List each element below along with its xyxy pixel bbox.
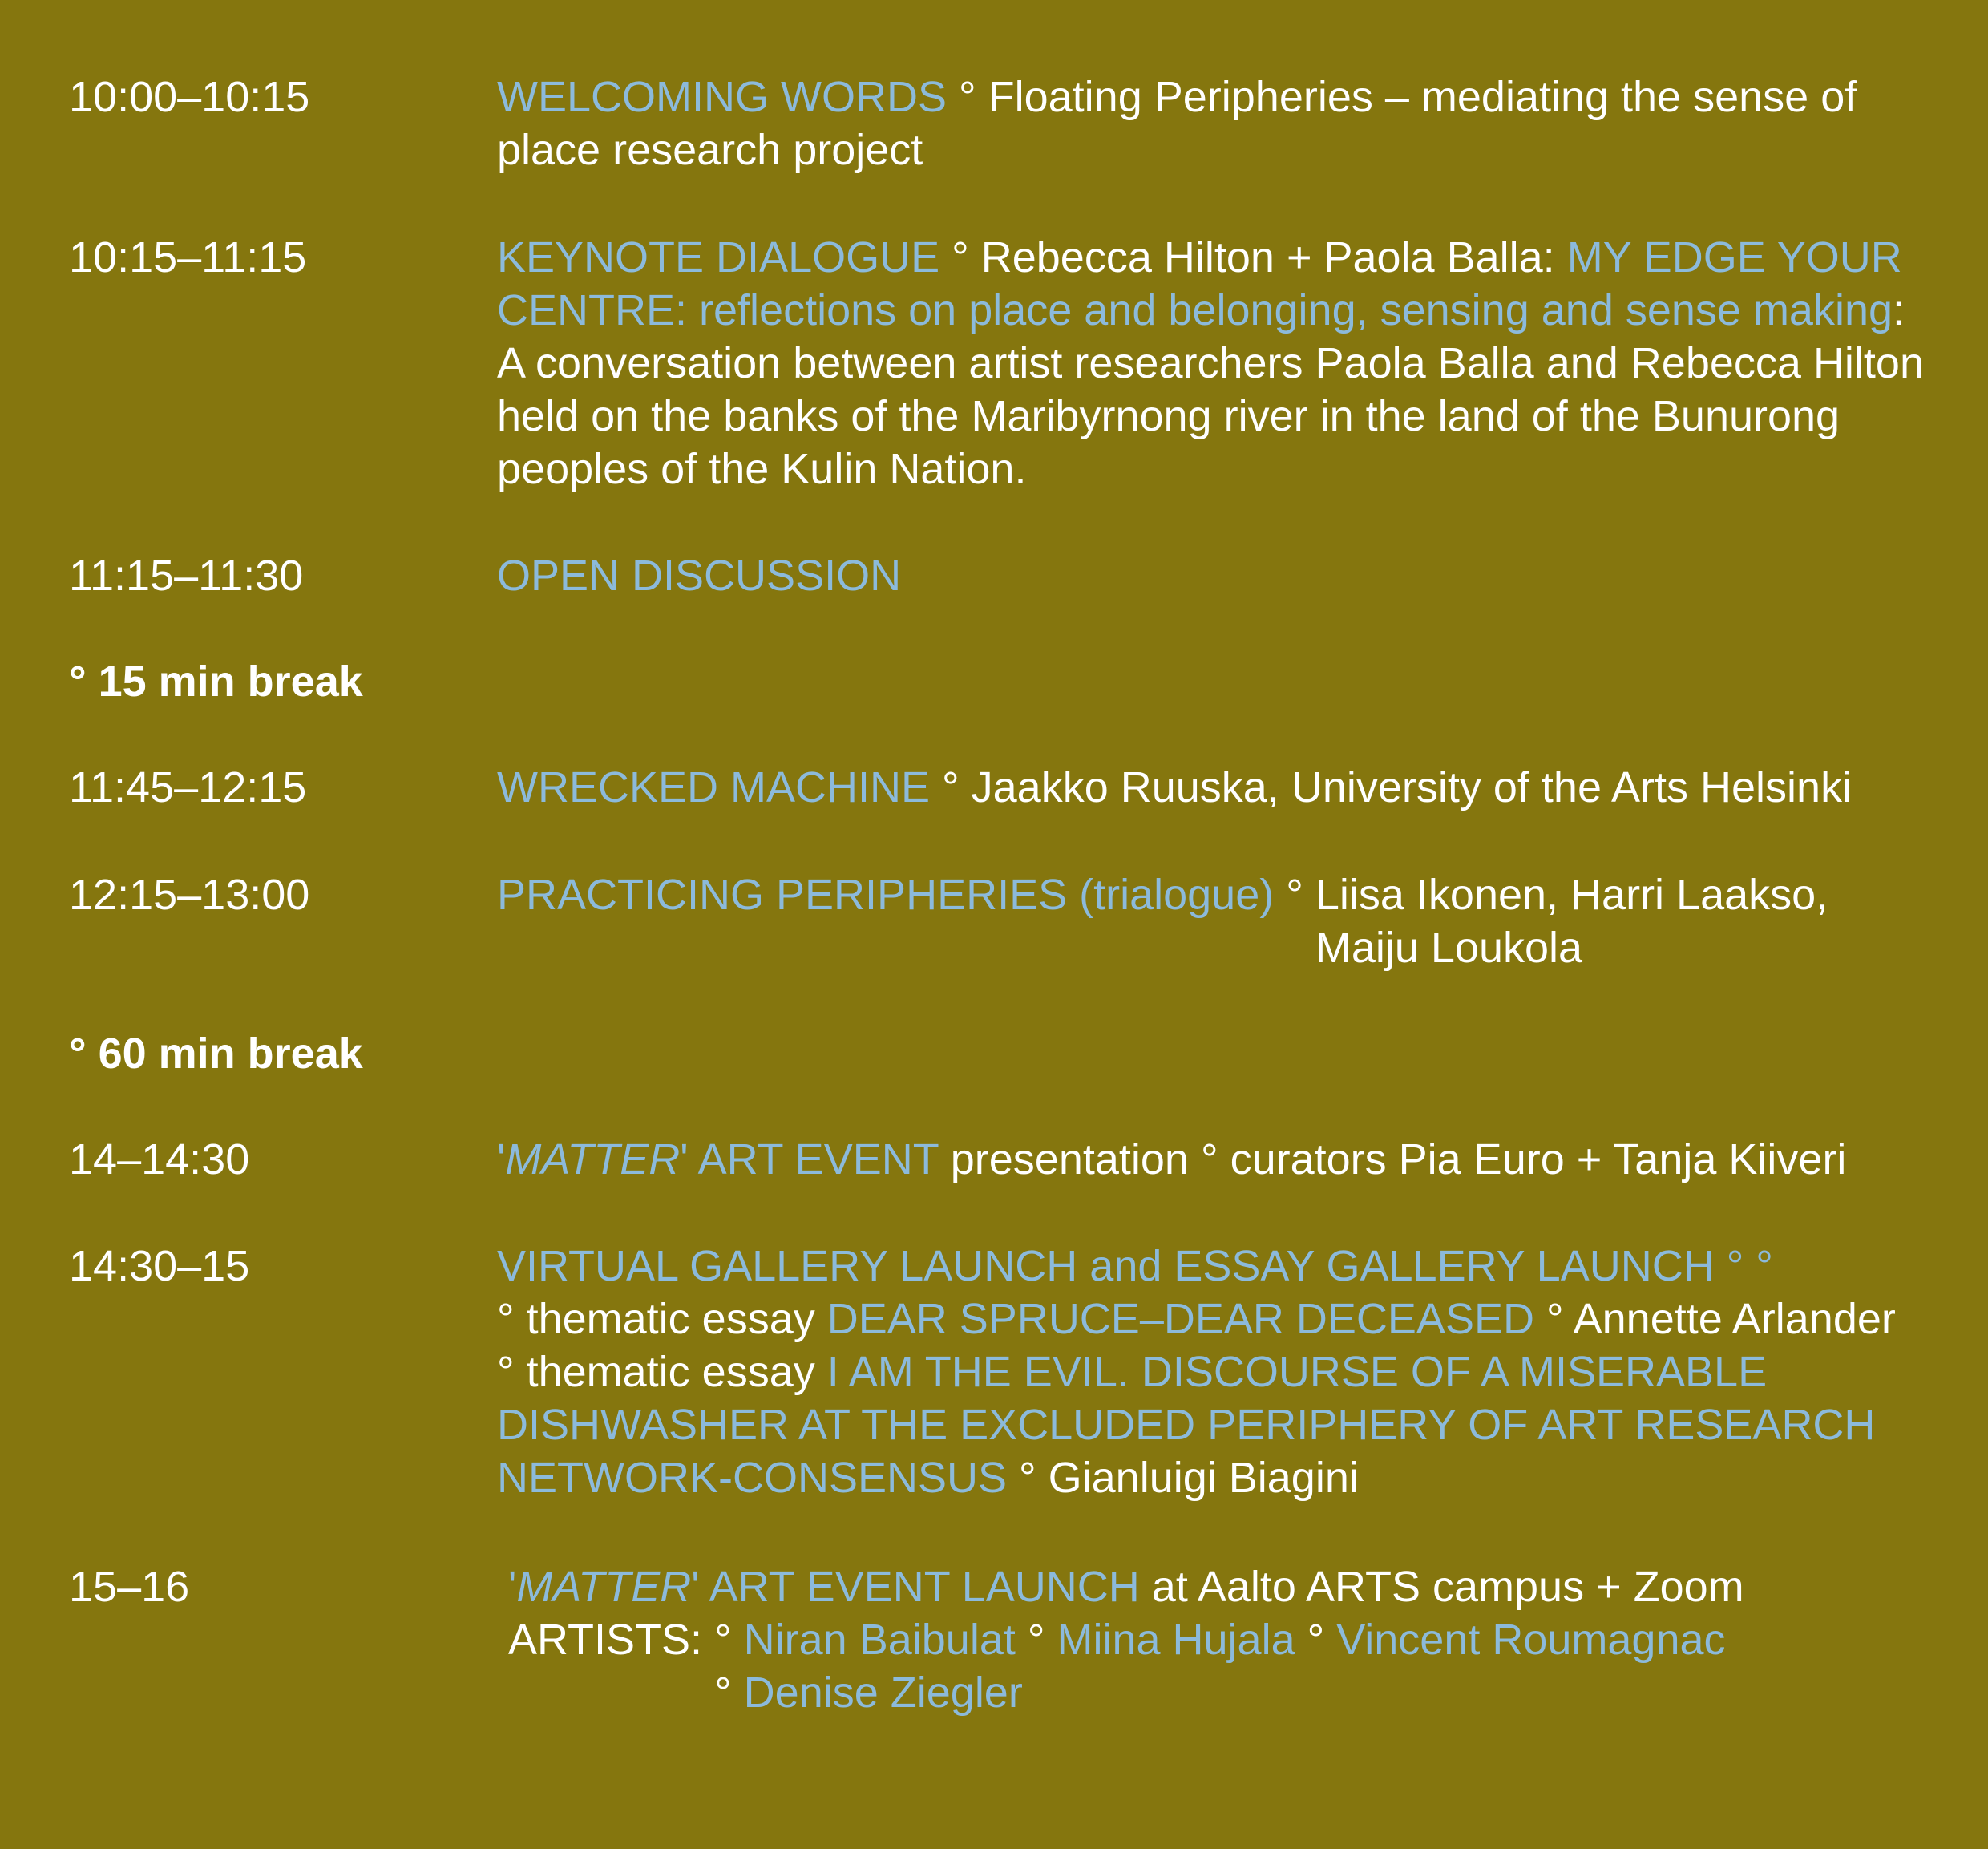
session-title: KEYNOTE DIALOGUE (497, 233, 940, 281)
bullet: ° (714, 1616, 744, 1664)
break-15-min: ° 15 min break (69, 657, 363, 706)
artists-line-1 (714, 1613, 1937, 1666)
matter-launch-line (508, 1560, 1937, 1613)
session-title: VIRTUAL GALLERY LAUNCH and ESSAY GALLERY LAUNCH (497, 1242, 1715, 1290)
session-text: at Aalto ARTS campus + Zoom (1139, 1563, 1744, 1611)
artists-label: ARTISTS: (508, 1616, 715, 1664)
quote-open: ' (508, 1563, 517, 1611)
schedule-content (497, 71, 1937, 176)
schedule-content (497, 868, 1937, 974)
talk-description: : A conversation between artist researchers Paola Balla and Rebecca Hilton held on the banks of the Maribyrnong river in the land of the Bunurong peoples of the Kulin Nation. (497, 286, 1937, 493)
schedule-row-matter-presentation (69, 1133, 1937, 1186)
session-title: PRACTICING PERIPHERIES (trialogue) (497, 871, 1275, 919)
essay-author: ° Gianluigi Biagini (1007, 1454, 1359, 1502)
talk-title: MY EDGE YOUR CENTRE: reflections on place and belonging, sensing and sense making (497, 233, 1914, 334)
quote-open: ' (497, 1135, 506, 1183)
schedule-content (497, 231, 1937, 496)
session-text: presentation ° curators Pia Euro + Tanja Kiiveri (938, 1135, 1847, 1183)
schedule-row-wrecked-machine (69, 761, 1937, 814)
schedule-row-matter-launch (69, 1560, 1937, 1719)
essay-title: DEAR SPRUCE–DEAR DECEASED (826, 1295, 1534, 1343)
schedule-content (497, 1133, 1937, 1186)
schedule-time: 14–14:30 (69, 1135, 250, 1183)
schedule-time: 14:30–15 (69, 1242, 250, 1290)
session-title: WELCOMING WORDS (497, 73, 947, 121)
names-line-1: Liisa Ikonen, Harri Laakso, (1315, 871, 1828, 919)
essay-prefix: ° thematic essay (497, 1348, 827, 1396)
schedule-time: 12:15–13:00 (69, 871, 310, 919)
matter-title: MATTER (516, 1563, 692, 1611)
event-title: ' ART EVENT LAUNCH (691, 1563, 1140, 1611)
session-title: OPEN DISCUSSION (497, 552, 902, 600)
matter-title: MATTER (505, 1135, 681, 1183)
separator: ° (1015, 1616, 1057, 1664)
essay-1 (497, 1293, 1937, 1345)
schedule-time: 11:45–12:15 (69, 763, 307, 811)
session-text: Floating Peripheries – mediating the sense of place research project (497, 73, 1869, 174)
artist-name: Miina Hujala (1057, 1616, 1295, 1664)
artists-line-2 (714, 1666, 1937, 1719)
essay-prefix: ° thematic essay (497, 1295, 827, 1343)
schedule-row-welcoming (69, 71, 1937, 176)
separator: ° (1295, 1616, 1337, 1664)
trialogue-line (497, 868, 1937, 974)
schedule-content (497, 1560, 1937, 1719)
session-title: WRECKED MACHINE (497, 763, 931, 811)
session-text: Jaakko Ruuska, University of the Arts Helsinki (971, 763, 1853, 811)
artists-block (508, 1613, 1937, 1719)
schedule-row-practicing-peripheries (69, 868, 1937, 974)
schedule-time: 10:15–11:15 (69, 233, 307, 281)
session-title-tail: ° ° (1714, 1242, 1773, 1290)
schedule-time: 10:00–10:15 (69, 73, 310, 121)
separator: ° (939, 233, 981, 281)
essay-title: I AM THE EVIL. DISCOURSE OF A MISERABLE DISHWASHER AT THE EXCLUDED PERIPHERY OF ART RESEARCH NETWORK-CONSENSUS (497, 1348, 1888, 1502)
names-line-2: Maiju Loukola (1315, 924, 1583, 972)
separator: ° (947, 73, 988, 121)
schedule-row-open-discussion (69, 549, 1937, 602)
schedule-content (497, 549, 1937, 602)
trialogue-names (1315, 868, 1828, 974)
artist-name: Denise Ziegler (743, 1669, 1023, 1717)
gallery-launch-line (497, 1240, 1937, 1293)
essay-2 (497, 1345, 1937, 1504)
schedule-content (497, 1240, 1937, 1504)
artist-name: Vincent Roumagnac (1336, 1616, 1726, 1664)
artist-name: Niran Baibulat (743, 1616, 1016, 1664)
separator: ° (930, 763, 972, 811)
schedule-row-keynote (69, 231, 1937, 496)
bullet: ° (714, 1669, 744, 1717)
separator: ° (1274, 871, 1315, 919)
session-speakers: Rebecca Hilton + Paola Balla: (980, 233, 1567, 281)
schedule-time: 11:15–11:30 (69, 552, 304, 600)
schedule-list (69, 71, 1937, 1719)
schedule-time: 15–16 (69, 1563, 190, 1611)
break-60-min: ° 60 min break (69, 1030, 363, 1078)
schedule-row-gallery-launch (69, 1240, 1937, 1504)
essay-author: ° Annette Arlander (1533, 1295, 1896, 1343)
event-title: ' ART EVENT (680, 1135, 939, 1183)
artists-list (714, 1613, 1937, 1719)
schedule-content (497, 761, 1937, 814)
